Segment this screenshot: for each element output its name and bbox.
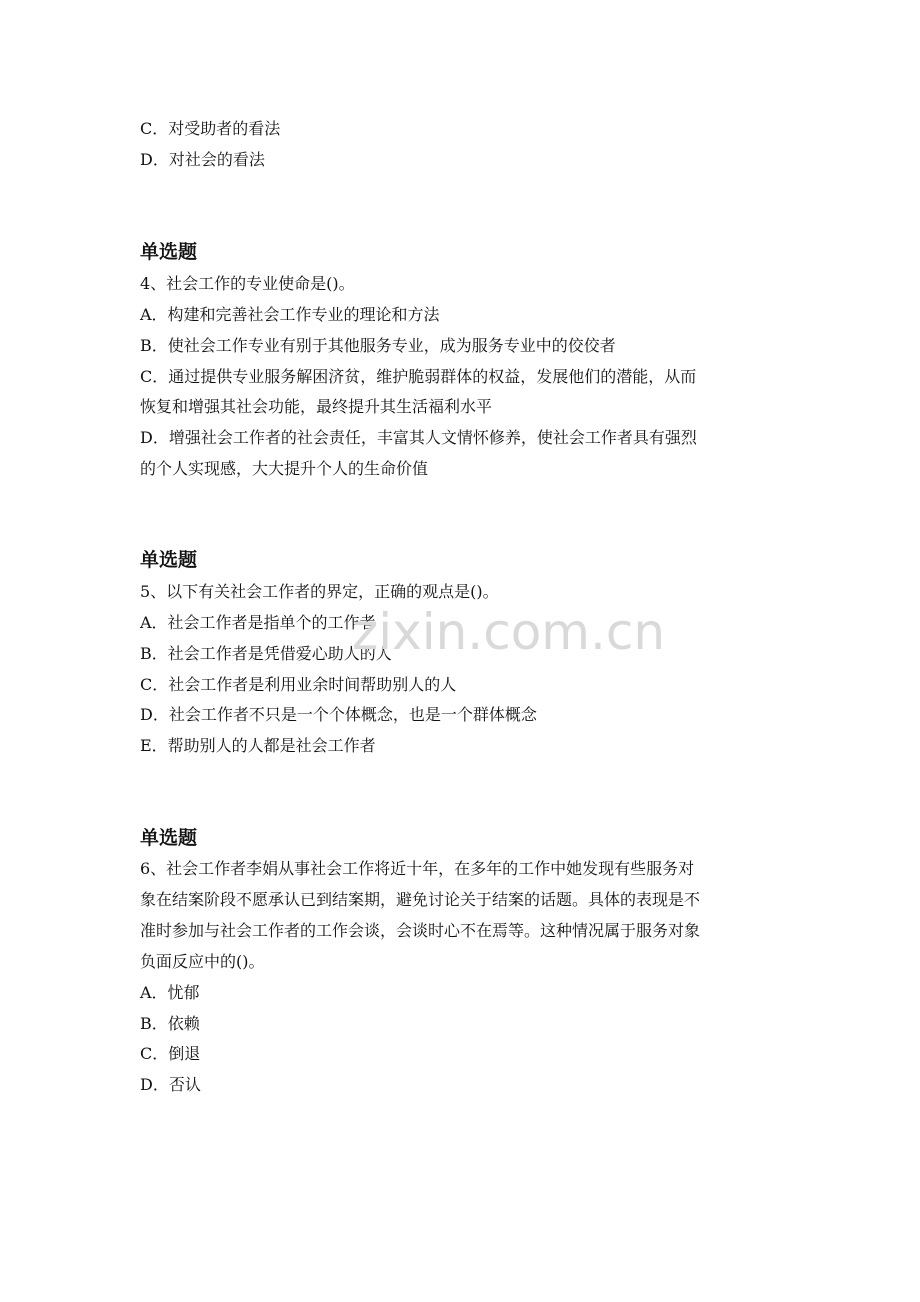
q4-option-a: A．构建和完善社会工作专业的理论和方法 (140, 305, 440, 324)
q6-stem-line2: 象在结案阶段不愿承认已到结案期，避免讨论关于结案的话题。具体的表现是不 (140, 890, 701, 909)
q4-option-d-line2: 的个人实现感，大大提升个人的生命价值 (140, 459, 429, 478)
q4-option-d-line1: D．增强社会工作者的社会责任，丰富其人文情怀修养，使社会工作者具有强烈 (140, 428, 697, 447)
q5-option-b: B．社会工作者是凭借爱心助人的人 (140, 644, 392, 663)
q6-option-d: D．否认 (140, 1075, 201, 1094)
q6-stem-line1: 6、社会工作者李娟从事社会工作将近十年，在多年的工作中她发现有些服务对 (140, 859, 695, 878)
q5-option-d: D．社会工作者不只是一个个体概念，也是一个群体概念 (140, 705, 537, 724)
q6-stem-line4: 负面反应中的()。 (140, 952, 265, 971)
q4-option-c-line2: 恢复和增强其社会功能，最终提升其生活福利水平 (140, 397, 493, 416)
q6-option-b: B．依赖 (140, 1014, 200, 1033)
q5-option-c: C．社会工作者是利用业余时间帮助别人的人 (140, 675, 457, 694)
q4-option-c-line1: C．通过提供专业服务解困济贫，维护脆弱群体的权益，发展他们的潜能，从而 (140, 367, 697, 386)
q6-option-a: A．忧郁 (140, 983, 200, 1002)
q4-stem: 4、社会工作的专业使命是()。 (140, 274, 355, 293)
q5-option-a: A．社会工作者是指单个的工作者 (140, 613, 376, 632)
q6-option-c: C．倒退 (140, 1044, 201, 1063)
prev-option-c: C．对受助者的看法 (140, 119, 281, 138)
q5-stem: 5、以下有关社会工作者的界定，正确的观点是()。 (140, 582, 499, 601)
q4-option-b: B．使社会工作专业有别于其他服务专业，成为服务专业中的佼佼者 (140, 336, 616, 355)
site-watermark: zixin.com.cn (352, 603, 666, 661)
q6-stem-line3: 准时参加与社会工作者的工作会谈，会谈时心不在焉等。这种情况属于服务对象 (140, 921, 701, 940)
q4-heading: 单选题 (140, 241, 198, 263)
q6-heading: 单选题 (140, 827, 198, 849)
q5-option-e: E．帮助别人的人都是社会工作者 (140, 736, 376, 755)
q5-heading: 单选题 (140, 549, 198, 571)
prev-option-d: D．对社会的看法 (140, 150, 265, 169)
